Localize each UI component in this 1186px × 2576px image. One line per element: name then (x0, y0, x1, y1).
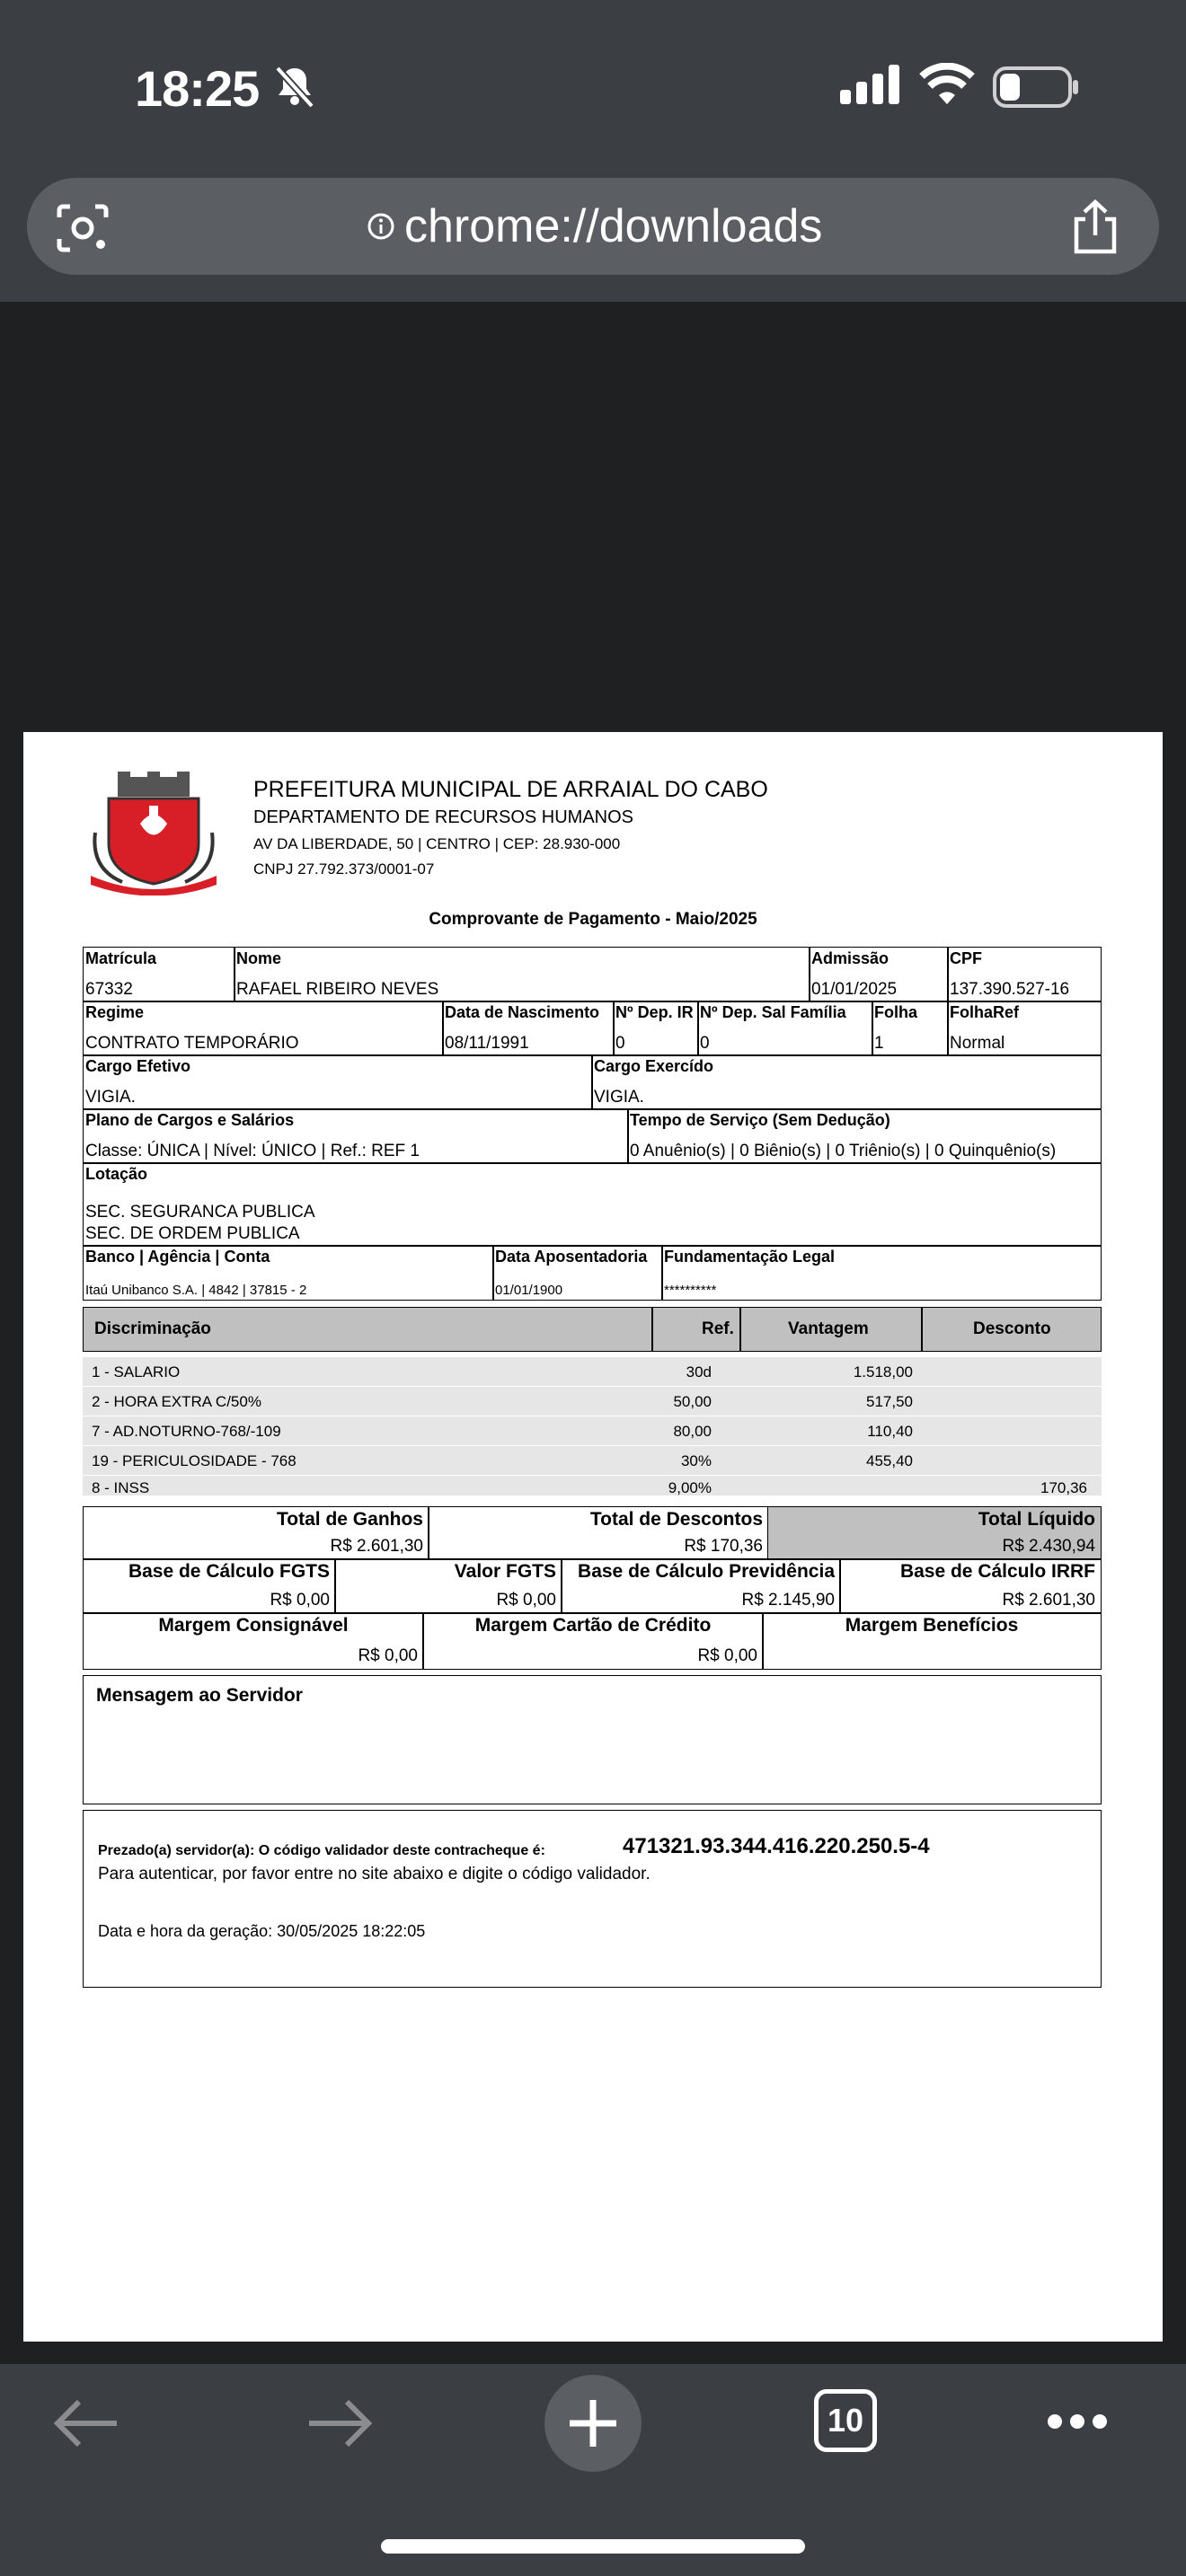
col-discriminacao: Discriminação (94, 1319, 211, 1338)
cargo-exercido-value: VIGIA. (594, 1088, 644, 1107)
total-ganhos-cell (83, 1506, 429, 1560)
payslip-document (23, 732, 1163, 2342)
status-time: 18:25 (135, 60, 260, 117)
folharef-cell (947, 1001, 1102, 1056)
cell-signal-icon (840, 65, 903, 104)
margem-consignavel-value: R$ 0,00 (358, 1646, 418, 1665)
row-ref: 30% (680, 1452, 712, 1469)
total-liquido-label: Total Líquido (978, 1509, 1095, 1530)
tempo-servico-value: 0 Anuênio(s) | 0 Biênio(s) | 0 Triênio(s) | 0 Quinquênio(s) (630, 1142, 1057, 1160)
row-vantagem: 110,40 (867, 1423, 913, 1440)
total-ganhos-value: R$ 2.601,30 (330, 1537, 423, 1556)
regime-label: Regime (85, 1003, 145, 1021)
org-name: PREFEITURA MUNICIPAL DE ARRAIAL DO CABO (253, 777, 768, 802)
more-menu-icon[interactable] (1046, 2413, 1109, 2430)
row-desc: 1 - SALARIO (92, 1363, 181, 1381)
generation-datetime: Data e hora da geração: 30/05/2025 18:22:05 (98, 1922, 426, 1940)
margem-consignavel-label: Margem Consignável (158, 1615, 349, 1636)
valor-fgts-cell (334, 1558, 562, 1614)
url-text[interactable]: chrome://downloads (404, 200, 823, 252)
row-ref: 50,00 (673, 1393, 712, 1410)
admissao-label: Admissão (811, 949, 890, 967)
cpf-value: 137.390.527-16 (950, 980, 1070, 999)
lotacao-label: Lotação (85, 1165, 148, 1183)
dep-sal-familia-label: Nº Dep. Sal Família (700, 1003, 846, 1021)
home-indicator[interactable] (381, 2539, 805, 2554)
nome-label: Nome (236, 949, 282, 967)
dep-sal-familia-cell (697, 1001, 873, 1056)
city-coat-of-arms-logo (86, 770, 221, 895)
admissao-value: 01/01/2025 (811, 980, 898, 999)
valor-fgts-label: Valor FGTS (454, 1561, 556, 1582)
aposentadoria-label: Data Aposentadoria (495, 1248, 648, 1266)
table-row (83, 1357, 1102, 1386)
regime-value: CONTRATO TEMPORÁRIO (85, 1034, 299, 1053)
banco-label: Banco | Agência | Conta (85, 1248, 270, 1266)
mensagem-label: Mensagem ao Servidor (96, 1685, 303, 1706)
cargo-efetivo-label: Cargo Efetivo (85, 1057, 191, 1075)
table-row (83, 1476, 1102, 1495)
table-row (83, 1416, 1102, 1445)
tab-switcher-button[interactable]: 10 (814, 2389, 877, 2452)
battery-icon (993, 66, 1079, 108)
valor-fgts-value: R$ 0,00 (496, 1591, 556, 1610)
wifi-icon (919, 63, 975, 104)
base-fgts-cell (83, 1558, 336, 1614)
dep-sal-familia-value: 0 (700, 1034, 710, 1053)
nascimento-label: Data de Nascimento (445, 1003, 600, 1021)
nome-cell (234, 947, 810, 1002)
margem-cartao-value: R$ 0,00 (697, 1646, 757, 1665)
matricula-label: Matrícula (85, 949, 157, 967)
banco-value: Itaú Unibanco S.A. | 4842 | 37815 - 2 (85, 1283, 307, 1298)
fundamentacao-label: Fundamentação Legal (664, 1248, 836, 1266)
plano-cargos-cell (83, 1108, 629, 1164)
nome-value: RAFAEL RIBEIRO NEVES (236, 980, 439, 999)
plano-cargos-value: Classe: ÚNICA | Nível: ÚNICO | Ref.: REF 1 (85, 1142, 420, 1160)
fundamentacao-cell (661, 1245, 1102, 1301)
total-descontos-value: R$ 170,36 (684, 1537, 763, 1556)
cpf-label: CPF (950, 949, 982, 967)
lens-camera-icon[interactable] (56, 203, 110, 253)
banco-cell (83, 1245, 494, 1301)
total-ganhos-label: Total de Ganhos (277, 1509, 423, 1530)
dep-ir-value: 0 (615, 1034, 625, 1053)
table-row (83, 1387, 1102, 1416)
document-title: Comprovante de Pagamento - Maio/2025 (429, 910, 757, 929)
cnpj: CNPJ 27.792.373/0001-07 (253, 860, 435, 878)
dep-ir-cell (613, 1001, 699, 1056)
matricula-value: 67332 (85, 980, 133, 999)
row-desconto: 170,36 (1040, 1479, 1087, 1495)
base-previdencia-label: Base de Cálculo Previdência (578, 1561, 835, 1582)
margem-beneficios-cell (762, 1612, 1102, 1670)
row-vantagem: 1.518,00 (853, 1363, 913, 1381)
margem-cartao-cell (422, 1612, 764, 1670)
share-icon[interactable] (1069, 199, 1121, 255)
col-ref: Ref. (702, 1319, 734, 1338)
plus-icon (568, 2398, 618, 2448)
cargo-efetivo-value: VIGIA. (85, 1088, 136, 1107)
row-desc: 8 - INSS (92, 1479, 150, 1495)
base-irrf-cell (839, 1558, 1102, 1614)
row-desc: 19 - PERICULOSIDADE - 768 (92, 1452, 296, 1469)
aposentadoria-cell (492, 1245, 663, 1301)
department: DEPARTAMENTO DE RECURSOS HUMANOS (253, 807, 634, 827)
nascimento-value: 08/11/1991 (445, 1034, 529, 1053)
base-previdencia-value: R$ 2.145,90 (741, 1591, 835, 1610)
info-icon[interactable] (367, 212, 395, 241)
aposentadoria-value: 01/01/1900 (495, 1283, 563, 1298)
cpf-cell (947, 947, 1102, 1002)
lotacao-line-1: SEC. SEGURANCA PUBLICA (85, 1203, 315, 1222)
bell-muted-icon (274, 65, 315, 108)
margem-beneficios-label: Margem Benefícios (845, 1615, 1019, 1636)
margem-consignavel-cell (83, 1612, 424, 1670)
forward-arrow-icon[interactable] (305, 2398, 374, 2448)
row-vantagem: 455,40 (866, 1452, 913, 1469)
validator-intro: Prezado(a) servidor(a): O código validador deste contracheque é: (98, 1843, 545, 1858)
col-desconto: Desconto (973, 1319, 1051, 1338)
fundamentacao-value: ********** (664, 1283, 717, 1298)
folharef-label: FolhaRef (950, 1003, 1020, 1021)
row-ref: 80,00 (673, 1423, 712, 1440)
base-irrf-value: R$ 2.601,30 (1002, 1591, 1095, 1610)
row-ref: 30d (686, 1363, 712, 1381)
lotacao-line-2: SEC. DE ORDEM PUBLICA (85, 1224, 300, 1243)
base-previdencia-cell (561, 1558, 841, 1614)
tempo-servico-label: Tempo de Serviço (Sem Dedução) (630, 1111, 890, 1129)
row-ref: 9,00% (668, 1479, 712, 1495)
validator-box (83, 1810, 1102, 1988)
back-arrow-icon[interactable] (52, 2398, 120, 2448)
lotacao-cell (83, 1162, 1102, 1247)
payments-table-header (83, 1307, 1102, 1352)
total-descontos-label: Total de Descontos (589, 1509, 763, 1530)
validator-code: 471321.93.344.416.220.250.5-4 (623, 1834, 930, 1858)
base-fgts-label: Base de Cálculo FGTS (128, 1561, 330, 1582)
total-liquido-cell (767, 1506, 1102, 1560)
address: AV DA LIBERDADE, 50 | CENTRO | CEP: 28.930-000 (253, 835, 621, 852)
row-desc: 7 - AD.NOTURNO-768/-109 (92, 1423, 281, 1440)
dep-ir-label: Nº Dep. IR (615, 1003, 694, 1021)
folharef-value: Normal (950, 1034, 1005, 1053)
tempo-servico-cell (627, 1108, 1102, 1164)
total-liquido-value: R$ 2.430,94 (1002, 1537, 1095, 1556)
new-tab-button[interactable] (544, 2375, 642, 2472)
matricula-cell (83, 947, 235, 1002)
admissao-cell (809, 947, 949, 1002)
regime-cell (83, 1001, 444, 1056)
cargo-exercido-label: Cargo Exercído (594, 1057, 714, 1075)
col-vantagem: Vantagem (788, 1319, 869, 1338)
table-row (83, 1446, 1102, 1475)
mensagem-box (83, 1675, 1102, 1804)
margem-cartao-label: Margem Cartão de Crédito (474, 1615, 712, 1636)
cargo-efetivo-cell (83, 1054, 593, 1110)
row-vantagem: 517,50 (866, 1393, 913, 1410)
folha-cell (872, 1001, 949, 1056)
base-irrf-label: Base de Cálculo IRRF (899, 1561, 1095, 1582)
nascimento-cell (442, 1001, 615, 1056)
folha-value: 1 (874, 1034, 884, 1053)
base-fgts-value: R$ 0,00 (270, 1591, 330, 1610)
total-descontos-cell (428, 1506, 769, 1560)
validator-instructions: Para autenticar, por favor entre no site abaixo e digite o código validador. (98, 1865, 651, 1883)
plano-cargos-label: Plano de Cargos e Salários (85, 1111, 295, 1129)
cargo-exercido-cell (591, 1054, 1102, 1110)
row-desc: 2 - HORA EXTRA C/50% (92, 1393, 261, 1410)
folha-label: Folha (874, 1003, 917, 1021)
